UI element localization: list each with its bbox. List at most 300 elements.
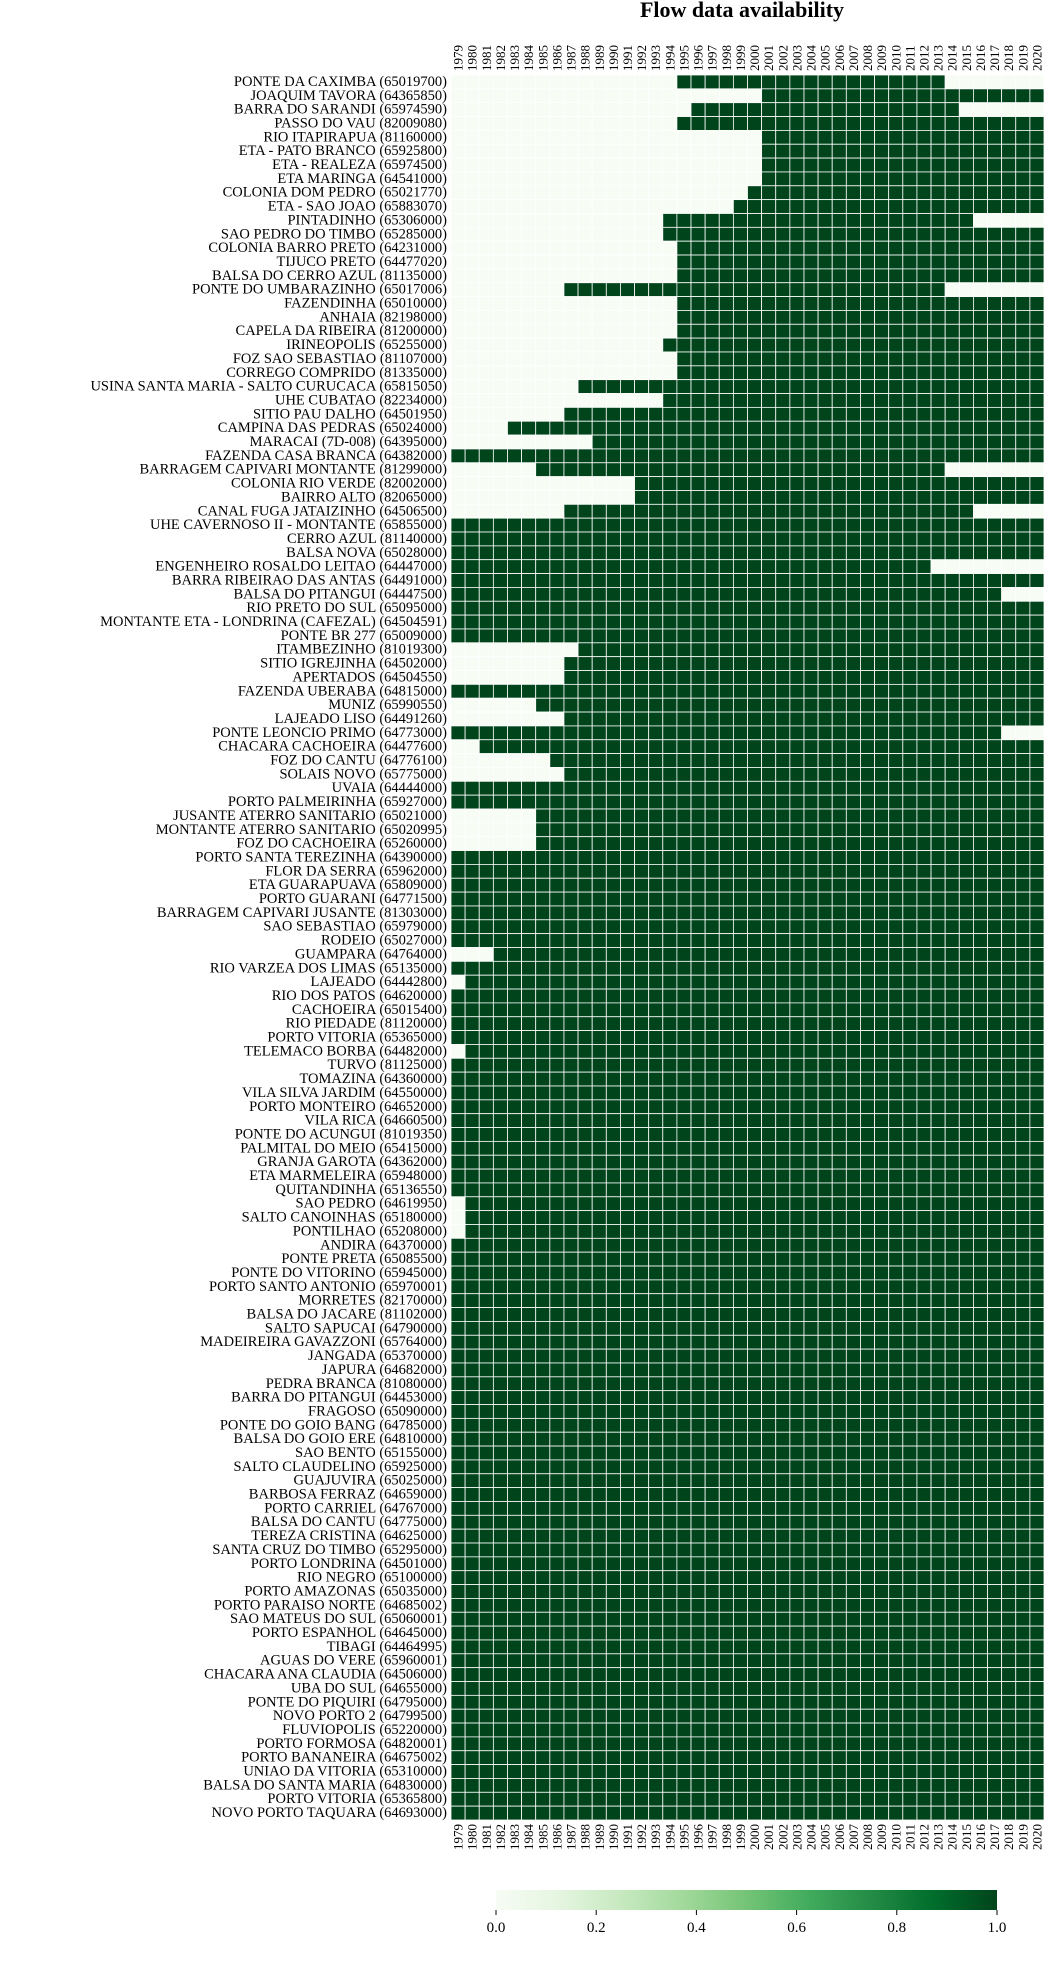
heatmap-cell bbox=[846, 1543, 860, 1557]
heatmap-cell bbox=[832, 380, 846, 394]
heatmap-cell bbox=[550, 1128, 564, 1142]
heatmap-cell bbox=[663, 1100, 677, 1114]
heatmap-cell bbox=[1030, 1529, 1044, 1543]
heatmap-cell bbox=[620, 698, 634, 712]
heatmap-cell bbox=[465, 283, 479, 297]
heatmap-cell bbox=[733, 477, 747, 491]
heatmap-cell bbox=[677, 851, 691, 865]
heatmap-cell bbox=[564, 560, 578, 574]
heatmap-cell bbox=[550, 297, 564, 311]
heatmap-cell bbox=[959, 297, 973, 311]
heatmap-cell bbox=[931, 380, 945, 394]
heatmap-cell bbox=[663, 740, 677, 754]
heatmap-cell bbox=[903, 144, 917, 158]
heatmap-cell bbox=[705, 1335, 719, 1349]
heatmap-cell bbox=[592, 1349, 606, 1363]
heatmap-cell bbox=[663, 490, 677, 504]
heatmap-cell bbox=[875, 851, 889, 865]
heatmap-cell bbox=[479, 1571, 493, 1585]
heatmap-cell bbox=[564, 781, 578, 795]
heatmap-cell bbox=[776, 726, 790, 740]
heatmap-cell bbox=[889, 1308, 903, 1322]
heatmap-cell bbox=[973, 906, 987, 920]
heatmap-cell bbox=[889, 213, 903, 227]
heatmap-cell bbox=[522, 920, 536, 934]
heatmap-cell bbox=[860, 1003, 874, 1017]
heatmap-cell bbox=[691, 1044, 705, 1058]
heatmap-cell bbox=[649, 477, 663, 491]
heatmap-cell bbox=[1016, 407, 1030, 421]
heatmap-cell bbox=[564, 1377, 578, 1391]
heatmap-cell bbox=[762, 1612, 776, 1626]
heatmap-cell bbox=[663, 366, 677, 380]
heatmap-cell bbox=[846, 394, 860, 408]
heatmap-cell bbox=[889, 89, 903, 103]
heatmap-cell bbox=[578, 1031, 592, 1045]
heatmap-cell bbox=[465, 1238, 479, 1252]
heatmap-cell bbox=[507, 1017, 521, 1031]
heatmap-cell bbox=[945, 158, 959, 172]
heatmap-cell bbox=[635, 795, 649, 809]
heatmap-cell bbox=[733, 407, 747, 421]
heatmap-cell bbox=[903, 781, 917, 795]
heatmap-cell bbox=[973, 878, 987, 892]
heatmap-cell bbox=[635, 1709, 649, 1723]
heatmap-cell bbox=[564, 1668, 578, 1682]
heatmap-cell bbox=[719, 1072, 733, 1086]
heatmap-cell bbox=[931, 1709, 945, 1723]
heatmap-cell bbox=[522, 795, 536, 809]
heatmap-cell bbox=[550, 754, 564, 768]
heatmap-cell bbox=[973, 934, 987, 948]
heatmap-cell bbox=[451, 1363, 465, 1377]
heatmap-cell bbox=[733, 1363, 747, 1377]
heatmap-cell bbox=[451, 130, 465, 144]
heatmap-cell bbox=[776, 1141, 790, 1155]
heatmap-cell bbox=[677, 1529, 691, 1543]
heatmap-cell bbox=[1002, 961, 1016, 975]
heatmap-cell bbox=[1002, 1294, 1016, 1308]
heatmap-cell bbox=[606, 1682, 620, 1696]
heatmap-cell bbox=[451, 435, 465, 449]
heatmap-cell bbox=[649, 1211, 663, 1225]
heatmap-cell bbox=[818, 601, 832, 615]
heatmap-cell bbox=[493, 1280, 507, 1294]
heatmap-cell bbox=[522, 255, 536, 269]
heatmap-cell bbox=[733, 1432, 747, 1446]
heatmap-cell bbox=[606, 130, 620, 144]
heatmap-cell bbox=[451, 1224, 465, 1238]
heatmap-cell bbox=[846, 366, 860, 380]
heatmap-cell bbox=[620, 574, 634, 588]
heatmap-cell bbox=[860, 172, 874, 186]
heatmap-cell bbox=[592, 795, 606, 809]
heatmap-cell bbox=[931, 1114, 945, 1128]
heatmap-cell bbox=[691, 587, 705, 601]
heatmap-cell bbox=[663, 1321, 677, 1335]
heatmap-cell bbox=[522, 1515, 536, 1529]
heatmap-cell bbox=[522, 490, 536, 504]
heatmap-cell bbox=[917, 892, 931, 906]
heatmap-cell bbox=[988, 407, 1002, 421]
heatmap-cell bbox=[917, 352, 931, 366]
heatmap-cell bbox=[677, 601, 691, 615]
heatmap-cell bbox=[1016, 1695, 1030, 1709]
heatmap-cell bbox=[762, 103, 776, 117]
heatmap-cell bbox=[959, 823, 973, 837]
heatmap-cell bbox=[493, 477, 507, 491]
heatmap-cell bbox=[663, 546, 677, 560]
heatmap-cell bbox=[719, 754, 733, 768]
heatmap-cell bbox=[832, 310, 846, 324]
heatmap-cell bbox=[663, 1529, 677, 1543]
heatmap-cell bbox=[917, 1266, 931, 1280]
heatmap-cell bbox=[635, 1418, 649, 1432]
heatmap-cell bbox=[1030, 269, 1044, 283]
heatmap-cell bbox=[860, 1114, 874, 1128]
heatmap-cell bbox=[733, 657, 747, 671]
heatmap-cell bbox=[635, 518, 649, 532]
heatmap-cell bbox=[1002, 643, 1016, 657]
heatmap-cell bbox=[832, 1169, 846, 1183]
heatmap-cell bbox=[536, 463, 550, 477]
heatmap-cell bbox=[1030, 1474, 1044, 1488]
heatmap-cell bbox=[959, 532, 973, 546]
heatmap-cell bbox=[804, 1529, 818, 1543]
heatmap-cell bbox=[860, 200, 874, 214]
heatmap-cell bbox=[635, 1266, 649, 1280]
heatmap-cell bbox=[705, 1709, 719, 1723]
heatmap-cell bbox=[705, 1446, 719, 1460]
heatmap-cell bbox=[507, 1114, 521, 1128]
heatmap-cell bbox=[846, 767, 860, 781]
heatmap-cell bbox=[663, 1585, 677, 1599]
heatmap-cell bbox=[677, 684, 691, 698]
heatmap-cell bbox=[818, 421, 832, 435]
heatmap-cell bbox=[818, 1308, 832, 1322]
heatmap-cell bbox=[917, 1363, 931, 1377]
heatmap-cell bbox=[790, 1363, 804, 1377]
heatmap-cell bbox=[846, 421, 860, 435]
heatmap-cell bbox=[917, 1141, 931, 1155]
heatmap-cell bbox=[846, 297, 860, 311]
heatmap-cell bbox=[1030, 435, 1044, 449]
heatmap-cell bbox=[988, 477, 1002, 491]
heatmap-cell bbox=[550, 463, 564, 477]
heatmap-cell bbox=[945, 310, 959, 324]
heatmap-cell bbox=[677, 712, 691, 726]
heatmap-cell bbox=[988, 574, 1002, 588]
heatmap-cell bbox=[677, 1557, 691, 1571]
heatmap-cell bbox=[1002, 1211, 1016, 1225]
heatmap-cell bbox=[903, 1003, 917, 1017]
heatmap-cell bbox=[1016, 1571, 1030, 1585]
heatmap-cell bbox=[903, 684, 917, 698]
heatmap-cell bbox=[776, 1100, 790, 1114]
heatmap-cell bbox=[1002, 823, 1016, 837]
heatmap-cell bbox=[1030, 1086, 1044, 1100]
heatmap-cell bbox=[606, 975, 620, 989]
heatmap-cell bbox=[875, 684, 889, 698]
heatmap-cell bbox=[1016, 1349, 1030, 1363]
heatmap-cell bbox=[705, 781, 719, 795]
heatmap-cell bbox=[917, 200, 931, 214]
heatmap-cell bbox=[592, 463, 606, 477]
heatmap-cell bbox=[677, 920, 691, 934]
heatmap-cell bbox=[677, 504, 691, 518]
heatmap-cell bbox=[818, 449, 832, 463]
heatmap-cell bbox=[465, 1488, 479, 1502]
heatmap-cell bbox=[649, 310, 663, 324]
heatmap-cell bbox=[846, 1585, 860, 1599]
heatmap-cell bbox=[903, 490, 917, 504]
heatmap-cell bbox=[748, 989, 762, 1003]
heatmap-cell bbox=[691, 532, 705, 546]
heatmap-cell bbox=[550, 338, 564, 352]
heatmap-cell bbox=[790, 1086, 804, 1100]
heatmap-cell bbox=[988, 241, 1002, 255]
heatmap-cell bbox=[860, 117, 874, 131]
heatmap-cell bbox=[988, 948, 1002, 962]
heatmap-cell bbox=[818, 1695, 832, 1709]
heatmap-cell bbox=[762, 1515, 776, 1529]
heatmap-cell bbox=[677, 587, 691, 601]
heatmap-cell bbox=[903, 449, 917, 463]
heatmap-cell bbox=[507, 809, 521, 823]
heatmap-cell bbox=[875, 117, 889, 131]
heatmap-cell bbox=[748, 1612, 762, 1626]
heatmap-cell bbox=[550, 726, 564, 740]
heatmap-cell bbox=[620, 1128, 634, 1142]
heatmap-cell bbox=[691, 200, 705, 214]
heatmap-cell bbox=[705, 1515, 719, 1529]
heatmap-cell bbox=[804, 1557, 818, 1571]
heatmap-cell bbox=[1030, 213, 1044, 227]
heatmap-cell bbox=[564, 1128, 578, 1142]
heatmap-cell bbox=[818, 1418, 832, 1432]
heatmap-cell bbox=[1016, 532, 1030, 546]
heatmap-cell bbox=[635, 200, 649, 214]
heatmap-cell bbox=[649, 1100, 663, 1114]
heatmap-cell bbox=[620, 130, 634, 144]
heatmap-cell bbox=[1030, 726, 1044, 740]
heatmap-cell bbox=[818, 1114, 832, 1128]
heatmap-cell bbox=[931, 629, 945, 643]
heatmap-cell bbox=[931, 587, 945, 601]
heatmap-cell bbox=[719, 310, 733, 324]
heatmap-cell bbox=[635, 172, 649, 186]
heatmap-cell bbox=[846, 352, 860, 366]
heatmap-cell bbox=[479, 698, 493, 712]
heatmap-cell bbox=[733, 1349, 747, 1363]
heatmap-cell bbox=[931, 712, 945, 726]
heatmap-cell bbox=[818, 574, 832, 588]
heatmap-cell bbox=[988, 1543, 1002, 1557]
heatmap-cell bbox=[832, 671, 846, 685]
heatmap-cell bbox=[804, 103, 818, 117]
heatmap-cell bbox=[945, 837, 959, 851]
heatmap-cell bbox=[818, 241, 832, 255]
heatmap-cell bbox=[733, 504, 747, 518]
heatmap-cell bbox=[973, 213, 987, 227]
heatmap-cell bbox=[635, 989, 649, 1003]
heatmap-cell bbox=[578, 1211, 592, 1225]
heatmap-cell bbox=[507, 1460, 521, 1474]
heatmap-cell bbox=[860, 518, 874, 532]
heatmap-cell bbox=[705, 1543, 719, 1557]
heatmap-cell bbox=[776, 117, 790, 131]
heatmap-cell bbox=[860, 1501, 874, 1515]
heatmap-cell bbox=[1002, 1626, 1016, 1640]
heatmap-cell bbox=[931, 352, 945, 366]
heatmap-cell bbox=[818, 864, 832, 878]
heatmap-cell bbox=[959, 1682, 973, 1696]
heatmap-cell bbox=[536, 283, 550, 297]
heatmap-cell bbox=[522, 89, 536, 103]
heatmap-cell bbox=[945, 435, 959, 449]
heatmap-cell bbox=[719, 1585, 733, 1599]
heatmap-cell bbox=[663, 297, 677, 311]
heatmap-cell bbox=[818, 1086, 832, 1100]
heatmap-cell bbox=[889, 781, 903, 795]
heatmap-cell bbox=[536, 643, 550, 657]
heatmap-cell bbox=[522, 1432, 536, 1446]
heatmap-cell bbox=[663, 103, 677, 117]
heatmap-cell bbox=[875, 158, 889, 172]
heatmap-cell bbox=[875, 283, 889, 297]
heatmap-cell bbox=[762, 1003, 776, 1017]
heatmap-cell bbox=[691, 213, 705, 227]
heatmap-cell bbox=[832, 449, 846, 463]
heatmap-cell bbox=[649, 989, 663, 1003]
heatmap-cell bbox=[705, 1391, 719, 1405]
heatmap-cell bbox=[465, 1405, 479, 1419]
heatmap-cell bbox=[705, 629, 719, 643]
heatmap-cell bbox=[1016, 1294, 1030, 1308]
heatmap-cell bbox=[719, 366, 733, 380]
heatmap-cell bbox=[762, 587, 776, 601]
heatmap-cell bbox=[635, 1086, 649, 1100]
heatmap-cell bbox=[733, 1294, 747, 1308]
heatmap-cell bbox=[733, 809, 747, 823]
heatmap-cell bbox=[465, 1654, 479, 1668]
heatmap-cell bbox=[889, 255, 903, 269]
heatmap-cell bbox=[507, 726, 521, 740]
heatmap-cell bbox=[832, 1405, 846, 1419]
heatmap-cell bbox=[677, 1031, 691, 1045]
heatmap-cell bbox=[875, 213, 889, 227]
heatmap-cell bbox=[875, 1571, 889, 1585]
heatmap-cell bbox=[790, 781, 804, 795]
heatmap-cell bbox=[860, 864, 874, 878]
heatmap-cell bbox=[635, 546, 649, 560]
heatmap-cell bbox=[804, 975, 818, 989]
heatmap-cell bbox=[564, 1557, 578, 1571]
heatmap-cell bbox=[1016, 726, 1030, 740]
heatmap-cell bbox=[620, 767, 634, 781]
heatmap-cell bbox=[649, 615, 663, 629]
heatmap-cell bbox=[677, 1405, 691, 1419]
heatmap-cell bbox=[620, 1044, 634, 1058]
heatmap-cell bbox=[522, 1252, 536, 1266]
heatmap-cell bbox=[988, 1418, 1002, 1432]
heatmap-cell bbox=[733, 75, 747, 89]
heatmap-cell bbox=[550, 671, 564, 685]
heatmap-cell bbox=[691, 906, 705, 920]
heatmap-cell bbox=[748, 726, 762, 740]
heatmap-cell bbox=[479, 310, 493, 324]
heatmap-cell bbox=[776, 130, 790, 144]
heatmap-cell bbox=[719, 504, 733, 518]
heatmap-cell bbox=[1030, 1155, 1044, 1169]
heatmap-cell bbox=[762, 1626, 776, 1640]
heatmap-cell bbox=[860, 1654, 874, 1668]
heatmap-cell bbox=[776, 1682, 790, 1696]
heatmap-cell bbox=[564, 1224, 578, 1238]
heatmap-cell bbox=[917, 1543, 931, 1557]
heatmap-cell bbox=[875, 1543, 889, 1557]
heatmap-cell bbox=[733, 1003, 747, 1017]
heatmap-cell bbox=[804, 712, 818, 726]
heatmap-cell bbox=[959, 1238, 973, 1252]
heatmap-cell bbox=[832, 601, 846, 615]
heatmap-cell bbox=[931, 1571, 945, 1585]
heatmap-cell bbox=[959, 338, 973, 352]
heatmap-cell bbox=[578, 740, 592, 754]
heatmap-cell bbox=[479, 975, 493, 989]
heatmap-cell bbox=[507, 1585, 521, 1599]
heatmap-cell bbox=[606, 200, 620, 214]
heatmap-cell bbox=[917, 906, 931, 920]
heatmap-cell bbox=[762, 504, 776, 518]
heatmap-cell bbox=[719, 1474, 733, 1488]
heatmap-cell bbox=[790, 186, 804, 200]
heatmap-cell bbox=[931, 1266, 945, 1280]
heatmap-cell bbox=[762, 1640, 776, 1654]
heatmap-cell bbox=[620, 1072, 634, 1086]
heatmap-cell bbox=[719, 103, 733, 117]
heatmap-cell bbox=[663, 1211, 677, 1225]
heatmap-cell bbox=[592, 1446, 606, 1460]
heatmap-cell bbox=[860, 1141, 874, 1155]
heatmap-cell bbox=[846, 435, 860, 449]
heatmap-cell bbox=[846, 504, 860, 518]
heatmap-cell bbox=[790, 1488, 804, 1502]
heatmap-cell bbox=[959, 1391, 973, 1405]
heatmap-cell bbox=[917, 366, 931, 380]
heatmap-cell bbox=[507, 1280, 521, 1294]
heatmap-cell bbox=[875, 864, 889, 878]
heatmap-cell bbox=[677, 1238, 691, 1252]
heatmap-cell bbox=[1030, 366, 1044, 380]
heatmap-cell bbox=[973, 1640, 987, 1654]
heatmap-cell bbox=[875, 1654, 889, 1668]
heatmap-cell bbox=[536, 767, 550, 781]
heatmap-cell bbox=[748, 518, 762, 532]
heatmap-cell bbox=[451, 1349, 465, 1363]
heatmap-cell bbox=[931, 1432, 945, 1446]
heatmap-cell bbox=[578, 1266, 592, 1280]
heatmap-cell bbox=[1002, 504, 1016, 518]
heatmap-cell bbox=[493, 130, 507, 144]
heatmap-cell bbox=[776, 1238, 790, 1252]
heatmap-cell bbox=[522, 1017, 536, 1031]
heatmap-cell bbox=[507, 643, 521, 657]
heatmap-cell bbox=[875, 255, 889, 269]
heatmap-cell bbox=[931, 892, 945, 906]
heatmap-cell bbox=[733, 671, 747, 685]
heatmap-cell bbox=[988, 726, 1002, 740]
